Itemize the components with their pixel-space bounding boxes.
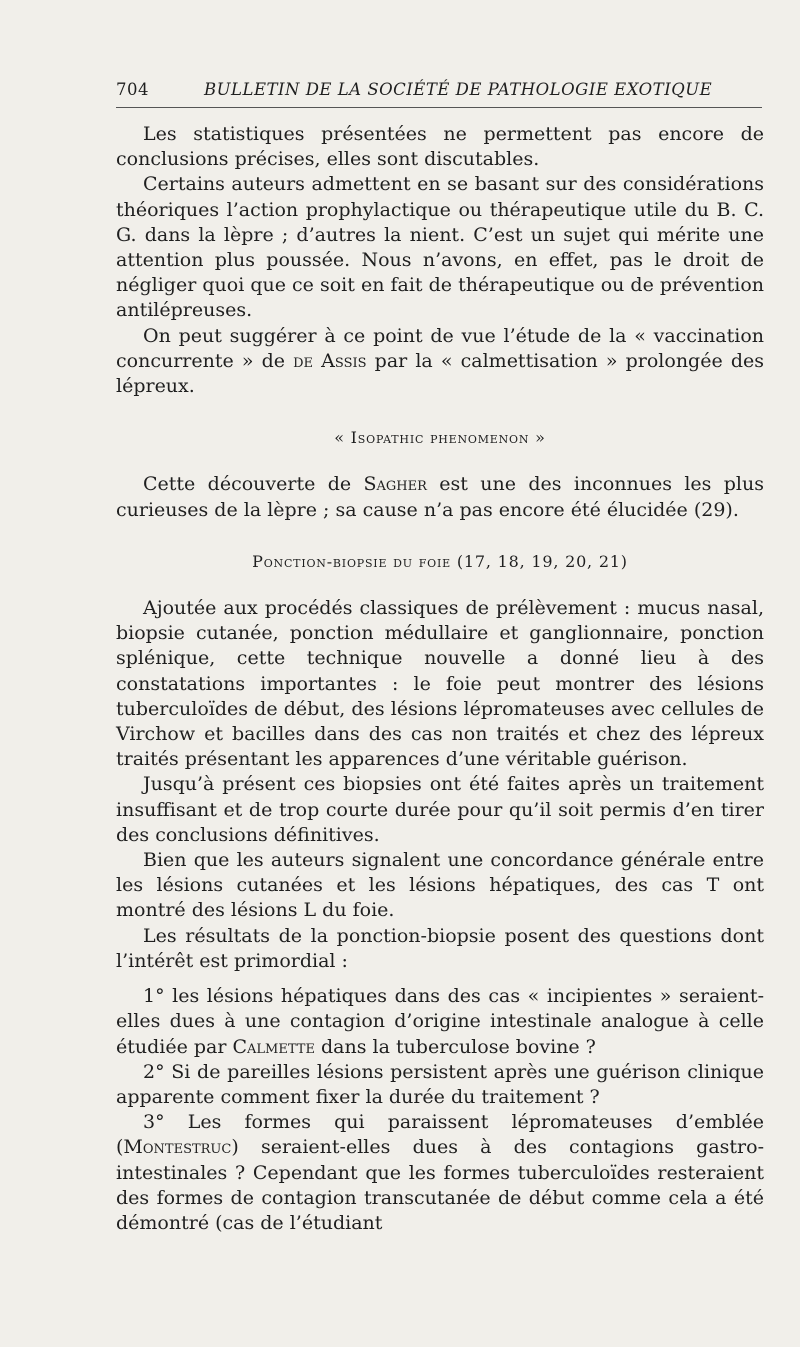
author-particle: de (293, 349, 314, 372)
section-heading-text: Ponction-biopsie du foie (252, 551, 451, 571)
paragraph: Bien que les auteurs signalent une concordance générale entre les lésions cutanées et les lésions hépatiques, des cas T ont montré des lésions L du foie. (116, 849, 764, 922)
author-name: Sagher (363, 473, 427, 496)
paragraph (116, 324, 764, 400)
paragraph: Les statistiques présentées ne permettent pas encore de conclusions précises, elles sont discutables. (116, 123, 764, 171)
text-run: On peut suggérer à ce point de vue l’étude de la « vaccination concurrente » de (116, 324, 764, 372)
text-run: 1° les lésions hépatiques dans des cas « incipientes » seraient-elles dues à une contagion d’origine intestinale analogue à celle étudiée par (116, 985, 764, 1058)
text-run: ) seraient-elles dues à des contagions gastro-intestinales ? Cependant que les formes tuberculoïdes resteraient des formes de contagion transcutanée de début comme cela a été démontré (cas de l’étudiant (116, 1136, 764, 1234)
author-name: Assis (321, 349, 367, 372)
list-item (116, 984, 764, 1060)
author-name: Montestruc (123, 1136, 232, 1159)
paragraph (116, 472, 764, 522)
author-name: Calmette (232, 1035, 315, 1058)
paragraph: Ajoutée aux procédés classiques de prélèvement : mucus nasal, biopsie cutanée, ponction médullaire et ganglionnaire, ponction splénique, cette technique nouvelle a donné lieu à des constatations importantes : le foie peut montrer des lésions tuberculoïdes de début, des lésions lépromateuses avec cellules de Virchow et bacilles dans des cas non traités et chez des lépreux traités présentant les apparences d’une véritable guérison. (116, 597, 764, 771)
text-run: Cette découverte de (143, 473, 364, 496)
article-body (116, 122, 764, 1236)
page-number: 704 (116, 80, 149, 99)
text-run: par la « calmettisation » prolongée des lépreux. (116, 349, 764, 398)
header-rule (116, 107, 762, 108)
text-run: 3° Les formes qui paraissent lépromateuses d’emblée ( (116, 1111, 764, 1159)
section-heading-refs: (17, 18, 19, 20, 21) (450, 551, 628, 571)
journal-title: BULLETIN DE LA SOCIÉTÉ DE PATHOLOGIE EXOTIQUE (204, 80, 713, 99)
section-heading (116, 549, 764, 574)
list-item: 2° Si de pareilles lésions persistent après une guérison clinique apparente comment fixer la durée du traitement ? (116, 1060, 764, 1108)
text-run: dans la tuberculose bovine ? (314, 1035, 596, 1058)
paragraph: Certains auteurs admettent en se basant sur des considérations théoriques l’action prophylactique ou thérapeutique utile du B. C. G. dans la lèpre ; d’autres la nient. C’est un sujet qui mérite une attention plus poussée. Nous n’avons, en effet, pas le droit de négliger quoi que ce soit en fait de thérapeutique ou de prévention antilépreuses. (116, 173, 764, 322)
text-run: est une des inconnues les plus curieuses de la lèpre ; sa cause n’a pas encore été élucidée (29). (116, 473, 764, 521)
list-item (116, 1110, 764, 1236)
section-heading: « Isopathic phenomenon » (334, 428, 546, 448)
paragraph: Jusqu’à présent ces biopsies ont été faites après un traitement insuffisant et de trop courte durée pour qu’il soit permis d’en tirer des conclusions définitives. (116, 773, 764, 846)
paragraph: Les résultats de la ponction-biopsie posent des questions dont l’intérêt est primordial : (116, 924, 764, 972)
